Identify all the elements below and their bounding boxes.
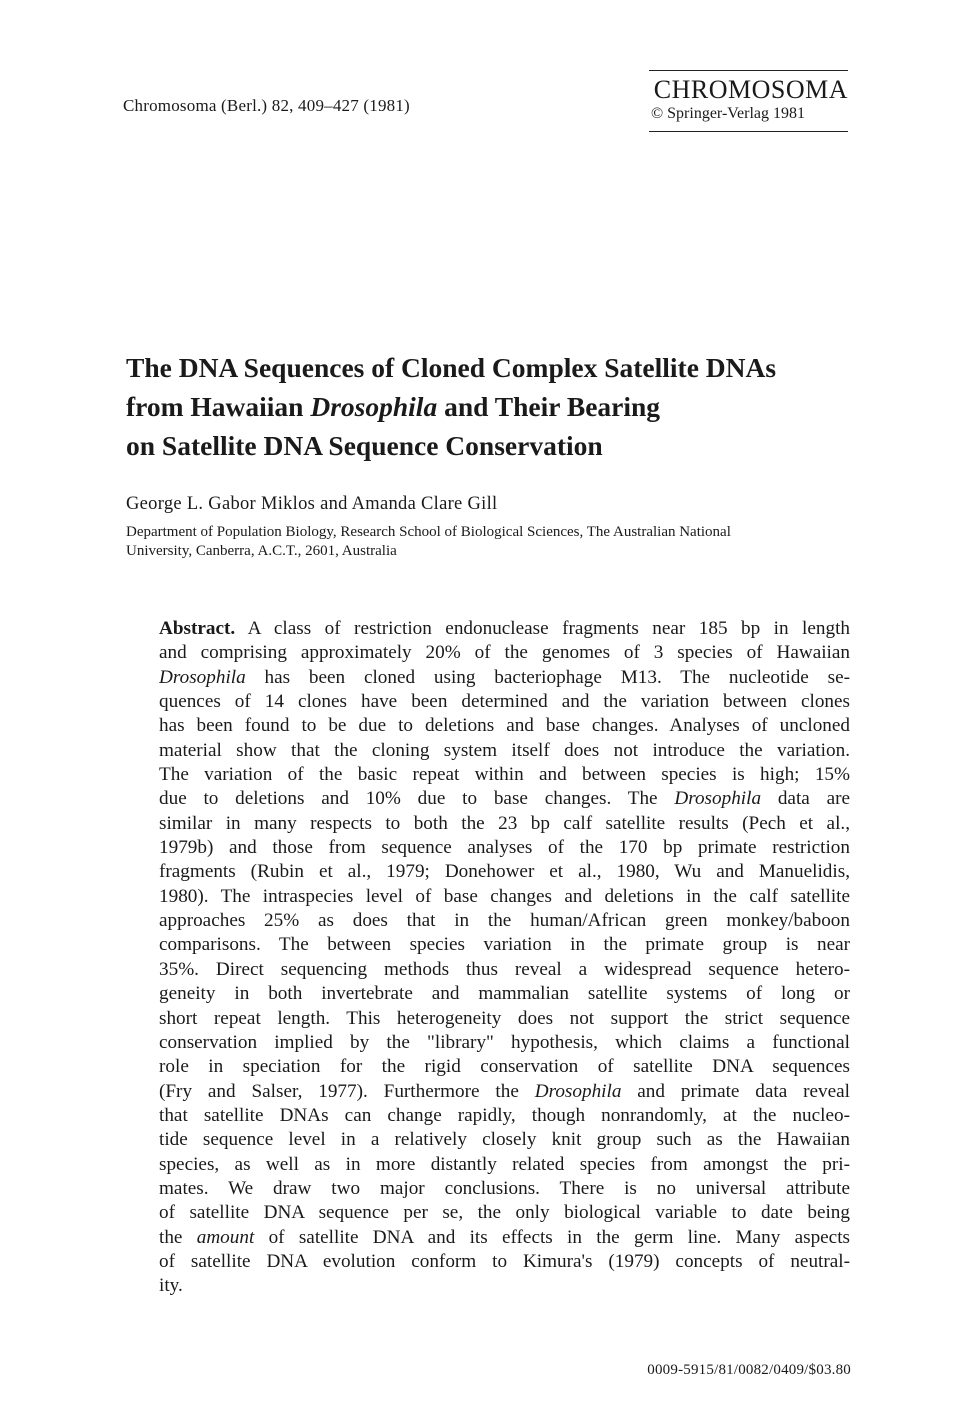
abstract-line: that satellite DNAs can change rapidly, though nonrandomly, at the nucleo- [159, 1104, 850, 1126]
abstract-text: has been cloned using bacteriophage M13. The nucleotide se- [245, 666, 850, 688]
abstract-line: similar in many respects to both the 23 bp calf satellite results (Pech et al., [159, 812, 850, 834]
abstract-text: due to deletions and 10% due to base changes. The [159, 788, 675, 810]
title-line-1: The DNA Sequences of Cloned Complex Satellite DNAs [126, 352, 777, 383]
abstract-line: 35%. Direct sequencing methods thus reveal a widespread sequence hetero- [159, 958, 850, 980]
abstract-label: Abstract. [159, 618, 236, 639]
abstract-line: short repeat length. This heterogeneity does not support the strict sequence [159, 1007, 850, 1029]
paper-title [126, 348, 866, 465]
abstract-line [159, 1226, 850, 1250]
abstract-text: (Fry and Salser, 1977). Furthermore the [159, 1080, 535, 1102]
title-line-3: on Satellite DNA Sequence Conservation [126, 430, 603, 461]
abstract-line [159, 1080, 850, 1104]
abstract-line: 1979b) and those from sequence analyses of the 170 bp primate restriction [159, 837, 850, 859]
abstract-line: 1980). The intraspecies level of base changes and deletions in the calf satellite [159, 885, 850, 907]
abstract-line: has been found to be due to deletions and base changes. Analyses of uncloned [159, 715, 850, 737]
abstract-line: species, as well as in more distantly related species from amongst the pri- [159, 1153, 850, 1175]
abstract-line: and comprising approximately 20% of the genomes of 3 species of Hawaiian [159, 642, 850, 664]
issn-code: 0009-5915/81/0082/0409/$03.80 [647, 1362, 851, 1378]
abstract-line: role in speciation for the rigid conservation of satellite DNA sequences [159, 1056, 850, 1078]
author-list: George L. Gabor Miklos and Amanda Clare Gill [126, 494, 498, 514]
abstract-genus: Drosophila [534, 1080, 622, 1102]
abstract-emphasis: amount [196, 1226, 255, 1248]
journal-name: CHROMOSOMA [653, 75, 848, 104]
affiliation [126, 523, 856, 561]
abstract-line: of satellite DNA evolution conform to Kimura's (1979) concepts of neutral- [159, 1250, 850, 1272]
title-text: and Their Bearing [437, 391, 661, 422]
abstract-text: and primate data reveal [621, 1080, 850, 1102]
title-text: from Hawaiian [126, 391, 311, 422]
journal-masthead [649, 70, 848, 132]
title-genus: Drosophila [310, 391, 438, 422]
copyright-notice: © Springer-Verlag 1981 [651, 105, 806, 122]
abstract-line: fragments (Rubin et al., 1979; Donehower et al., 1980, Wu and Manuelidis, [159, 861, 850, 883]
abstract-line: conservation implied by the "library" hypothesis, which claims a functional [159, 1031, 850, 1053]
abstract-line: geneity in both invertebrate and mammalian satellite systems of long or [159, 983, 850, 1005]
abstract-line [159, 666, 850, 690]
abstract-line: approaches 25% as does that in the human/African green monkey/baboon [159, 910, 850, 932]
abstract-text: data are [761, 788, 850, 810]
abstract-line: mates. We draw two major conclusions. There is no universal attribute [159, 1177, 850, 1199]
title-line-2 [126, 387, 866, 426]
abstract-genus: Drosophila [674, 788, 762, 810]
abstract-line: of satellite DNA sequence per se, the only biological variable to date being [159, 1202, 850, 1224]
abstract [159, 617, 850, 1299]
abstract-line: ity. [159, 1275, 183, 1297]
abstract-line: quences of 14 clones have been determined and the variation between clones [159, 691, 850, 713]
abstract-line: The variation of the basic repeat within and between species is high; 15% [159, 764, 850, 786]
journal-citation: Chromosoma (Berl.) 82, 409–427 (1981) [123, 96, 410, 115]
abstract-line [159, 617, 850, 641]
abstract-text: the [159, 1226, 197, 1248]
abstract-line [159, 787, 850, 811]
abstract-line: material show that the cloning system itself does not introduce the variation. [159, 739, 850, 761]
affiliation-line: Department of Population Biology, Research School of Biological Sciences, The Australian National [126, 524, 731, 540]
affiliation-line: University, Canberra, A.C.T., 2601, Australia [126, 543, 397, 559]
abstract-text: of satellite DNA and its effects in the germ line. Many aspects [254, 1226, 850, 1248]
abstract-text: A class of restriction endonuclease fragments near 185 bp in length [235, 618, 850, 639]
abstract-line: comparisons. The between species variation in the primate group is near [159, 934, 850, 956]
abstract-genus: Drosophila [159, 666, 246, 688]
abstract-line: tide sequence level in a relatively closely knit group such as the Hawaiian [159, 1129, 850, 1151]
